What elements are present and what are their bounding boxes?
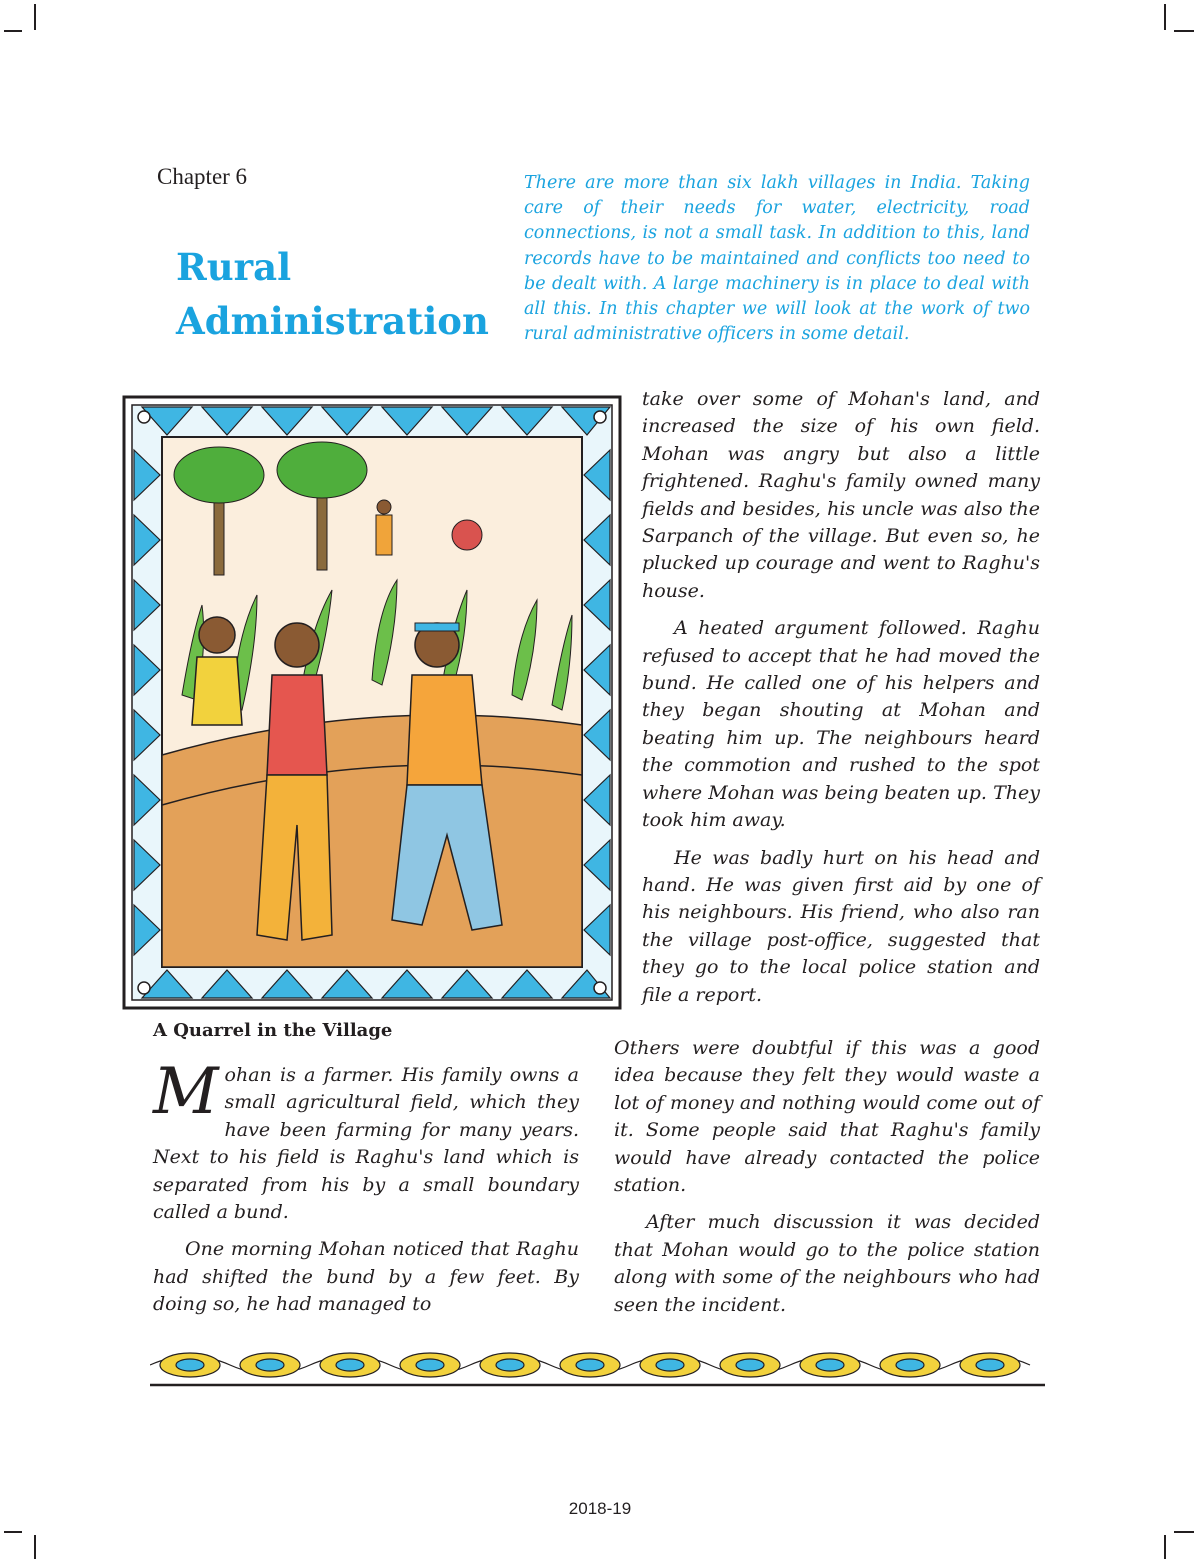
paragraph: take over some of Mohan's land, and increased the size of his own field. Mohan was angry but also a little frightened. Raghu's family owned many fields and besides, his uncle was also the Sarpanch of the village. But even so, he plucked up courage and went to Raghu's house. [642,388,1040,602]
crop-mark [4,1531,22,1533]
footer-year: 2018-19 [568,1499,632,1518]
paragraph: A heated argument followed. Raghu refused to accept that he had moved the bund. He called one of his helpers and they began shouting at Mohan and beating him up. The neighbours heard the commotion and rushed to the spot where Mohan was being beaten up. They took him away. [642,617,1040,832]
paragraph: He was badly hurt on his head and hand. He was given first aid by one of his neighbours. His friend, who also ran the village post-office, suggested that they go to the local police station and file a report. [642,846,1040,1006]
right-column-top [642,386,1040,1009]
chapter-title [176,240,496,348]
crop-mark [34,4,36,30]
chapter-intro: There are more than six lakh villages in India. Taking care of their needs for water, electricity, road connections, is not a small task. In addition to this, land records have to be maintained and conflicts too need to be dealt with. A large machinery is in place to deal with all this. In this chapter we will look at the work of two rural administrative officers in some detail. [524,173,1030,345]
paragraph [153,1055,579,1226]
paragraph: One morning Mohan noticed that Raghu had shifted the bund by a few feet. By doing so, he had managed to [153,1238,579,1316]
section-caption: A Quarrel in the Village [153,1020,393,1041]
crop-mark [4,30,22,32]
crop-mark [34,1535,36,1559]
crop-mark [1174,1531,1194,1533]
dropcap: M [153,1055,219,1129]
paragraph: After much discussion it was decided that Mohan would go to the police station along with some of the neighbours who had seen the incident. [614,1211,1040,1316]
paragraph-text: ohan is a farmer. His family owns a small agricultural field, which they have been farming for many years. Next to his field is Raghu's land which is separated from his by a small boundary called a bund. [153,1064,579,1224]
crop-mark [1164,4,1166,30]
chapter-title-line: Rural [176,245,292,289]
left-column [153,1055,579,1319]
chapter-label: Chapter 6 [157,164,248,189]
decorative-border [150,1345,1045,1393]
chapter-title-line: Administration [176,299,489,343]
paragraph: Others were doubtful if this was a good idea because they felt they would waste a lot of money and nothing would come out of it. Some people said that Raghu's family would have already contacted the police station. [614,1037,1040,1197]
village-quarrel-illustration [122,395,622,1010]
crop-mark [1174,30,1194,32]
crop-mark [1164,1535,1166,1559]
right-column-bottom [614,1035,1040,1319]
